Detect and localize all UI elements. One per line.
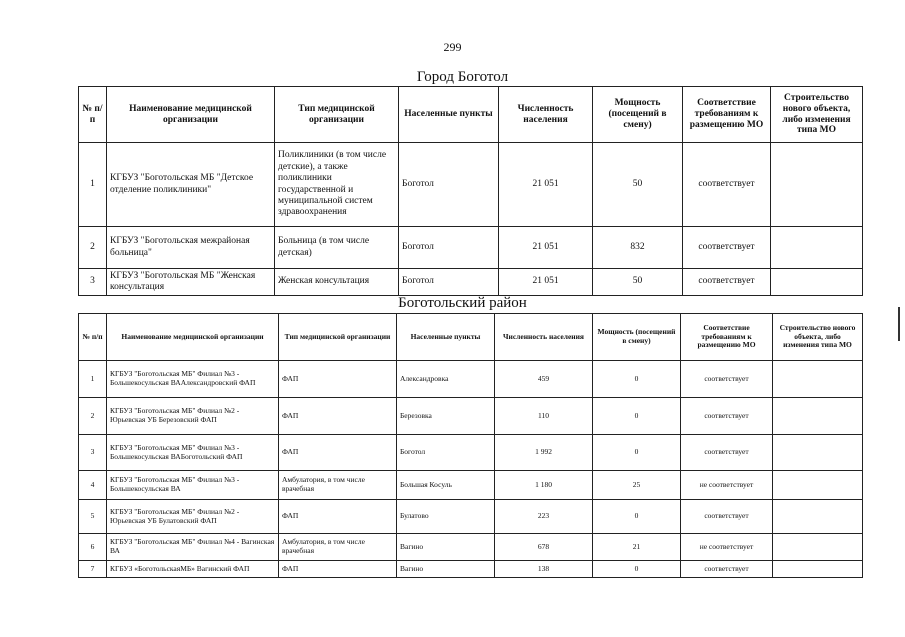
org-name: КГБУЗ "Боготольская МБ "Женская консультация — [107, 269, 275, 296]
header-capacity: Мощность (посещений в смену) — [593, 87, 683, 143]
settlement: Вагино — [397, 561, 495, 578]
row-number: 3 — [79, 269, 107, 296]
org-type: ФАП — [279, 435, 397, 471]
construction — [773, 398, 863, 435]
header-number: № п/п — [79, 87, 107, 143]
section-title-district: Боготольский район — [398, 295, 527, 311]
compliance: соответствует — [683, 143, 771, 227]
compliance: не соответствует — [681, 471, 773, 500]
settlement: Боготол — [397, 435, 495, 471]
table-row — [79, 143, 863, 227]
compliance: не соответствует — [681, 534, 773, 561]
table-row — [79, 471, 863, 500]
settlement: Боготол — [399, 227, 499, 269]
org-type: Поликлиники (в том числе детские), а также поликлиники государственной и муниципальной систем здравоохранения — [275, 143, 399, 227]
org-name: КГБУЗ "Боготольская межрайоная больница" — [107, 227, 275, 269]
capacity: 0 — [593, 500, 681, 534]
org-name: КГБУЗ "Боготольская МБ "Детское отделение поликлиники" — [107, 143, 275, 227]
org-type: ФАП — [279, 500, 397, 534]
table-row — [79, 398, 863, 435]
settlement: Александровка — [397, 361, 495, 398]
row-number: 1 — [79, 361, 107, 398]
header-population: Численность населения — [499, 87, 593, 143]
row-number: 1 — [79, 143, 107, 227]
population: 678 — [495, 534, 593, 561]
compliance: соответствует — [681, 500, 773, 534]
capacity: 21 — [593, 534, 681, 561]
table-row — [79, 561, 863, 578]
section-title-city: Город Боготол — [416, 69, 509, 85]
org-name: КГБУЗ "Боготольская МБ" Филиал №4 - Вагинская ВА — [107, 534, 279, 561]
compliance: соответствует — [681, 561, 773, 578]
capacity: 0 — [593, 361, 681, 398]
capacity: 50 — [593, 143, 683, 227]
construction — [773, 361, 863, 398]
table-row — [79, 361, 863, 398]
org-type: ФАП — [279, 561, 397, 578]
capacity: 0 — [593, 398, 681, 435]
population: 21 051 — [499, 227, 593, 269]
construction — [773, 534, 863, 561]
construction — [773, 471, 863, 500]
settlement: Булатово — [397, 500, 495, 534]
construction — [771, 269, 863, 296]
header-org-name: Наименование медицинской организации — [107, 87, 275, 143]
header-construction: Строительство нового объекта, либо изменения типа МО — [773, 314, 863, 361]
row-number: 3 — [79, 435, 107, 471]
population: 110 — [495, 398, 593, 435]
header-org-type: Тип медицинской организации — [279, 314, 397, 361]
header-capacity: Мощность (посещений в смену) — [593, 314, 681, 361]
org-type: Женская консультация — [275, 269, 399, 296]
compliance: соответствует — [681, 398, 773, 435]
capacity: 50 — [593, 269, 683, 296]
compliance: соответствует — [683, 227, 771, 269]
org-name: КГБУЗ «БоготольскаяМБ» Вагинский ФАП — [107, 561, 279, 578]
org-name: КГБУЗ "Боготольская МБ" Филиал №2 - Юрьевская УБ Булатовский ФАП — [107, 500, 279, 534]
header-org-name: Наименование медицинской организации — [107, 314, 279, 361]
org-name: КГБУЗ "Боготольская МБ" Филиал №3 - Большекосульская ВАБоготольский ФАП — [107, 435, 279, 471]
row-number: 4 — [79, 471, 107, 500]
org-type: Больница (в том числе детская) — [275, 227, 399, 269]
capacity: 0 — [593, 561, 681, 578]
header-population: Численность населения — [495, 314, 593, 361]
header-number: № п/п — [79, 314, 107, 361]
construction — [773, 435, 863, 471]
construction — [773, 500, 863, 534]
settlement: Березовка — [397, 398, 495, 435]
header-settlements: Населенные пункты — [397, 314, 495, 361]
org-type: ФАП — [279, 361, 397, 398]
table-row — [79, 227, 863, 269]
population: 223 — [495, 500, 593, 534]
settlement: Вагино — [397, 534, 495, 561]
header-settlements: Населенные пункты — [399, 87, 499, 143]
district-facilities-table — [78, 313, 863, 578]
compliance: соответствует — [681, 361, 773, 398]
construction — [771, 143, 863, 227]
header-compliance: Соответствие требованиям к размещению МО — [681, 314, 773, 361]
row-number: 7 — [79, 561, 107, 578]
org-name: КГБУЗ "Боготольская МБ" Филиал №2 - Юрьевская УБ Березовский ФАП — [107, 398, 279, 435]
table-row — [79, 269, 863, 296]
row-number: 2 — [79, 227, 107, 269]
org-type: Амбулатория, в том числе врачебная — [279, 471, 397, 500]
row-number: 6 — [79, 534, 107, 561]
org-name: КГБУЗ "Боготольская МБ" Филиал №3 - Большекосульская ВА — [107, 471, 279, 500]
population: 21 051 — [499, 143, 593, 227]
population: 1 992 — [495, 435, 593, 471]
capacity: 25 — [593, 471, 681, 500]
org-type: Амбулатория, в том числе врачебная — [279, 534, 397, 561]
org-name: КГБУЗ "Боготольская МБ" Филиал №3 - Большекосульская ВААлександровский ФАП — [107, 361, 279, 398]
construction — [773, 561, 863, 578]
org-type: ФАП — [279, 398, 397, 435]
row-number: 5 — [79, 500, 107, 534]
compliance: соответствует — [681, 435, 773, 471]
capacity: 832 — [593, 227, 683, 269]
population: 1 180 — [495, 471, 593, 500]
header-compliance: Соответствие требованиям к размещению МО — [683, 87, 771, 143]
settlement: Боготол — [399, 269, 499, 296]
population: 138 — [495, 561, 593, 578]
table-row — [79, 534, 863, 561]
city-facilities-table — [78, 86, 863, 296]
scan-edge-mark — [898, 307, 900, 341]
row-number: 2 — [79, 398, 107, 435]
table-header-row — [79, 314, 863, 361]
table-header-row — [79, 87, 863, 143]
settlement: Боготол — [399, 143, 499, 227]
table-row — [79, 500, 863, 534]
table-row — [79, 435, 863, 471]
compliance: соответствует — [683, 269, 771, 296]
header-org-type: Тип медицинской организации — [275, 87, 399, 143]
capacity: 0 — [593, 435, 681, 471]
construction — [771, 227, 863, 269]
settlement: Большая Косуль — [397, 471, 495, 500]
header-construction: Строительство нового объекта, либо изменения типа МО — [771, 87, 863, 143]
page-number: 299 — [443, 40, 462, 54]
population: 21 051 — [499, 269, 593, 296]
population: 459 — [495, 361, 593, 398]
